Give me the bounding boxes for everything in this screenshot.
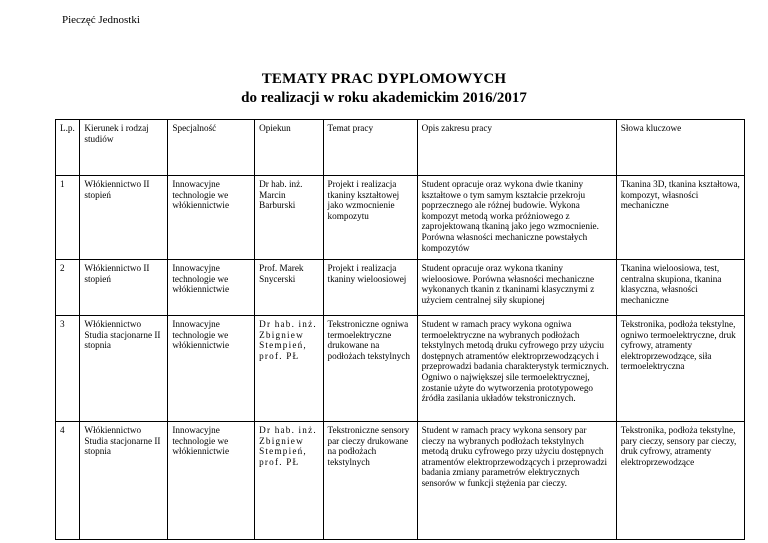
header-opiekun: Opiekun bbox=[255, 120, 323, 176]
cell-opis: Student opracuje oraz wykona tkaniny wieloosiowe. Porówna własności mechaniczne wykonanych tkanin z tkaninami klasycznymi z użyciem centralnej siły skupionej bbox=[417, 260, 616, 316]
table-row bbox=[56, 176, 745, 260]
cell-slowa: Tkanina wieloosiowa, test, centralna skupiona, tkanina klasyczna, własności mechaniczne bbox=[616, 260, 744, 316]
stamp-label: Pieczęć Jednostki bbox=[62, 14, 140, 26]
cell-lp: 1 bbox=[56, 176, 80, 260]
cell-opiekun: Dr hab. inż. Zbigniew Stempień, prof. PŁ bbox=[255, 422, 323, 540]
header-kierunek: Kierunek i rodzaj studiów bbox=[80, 120, 168, 176]
document-subtitle: do realizacji w roku akademickim 2016/2017 bbox=[241, 90, 527, 106]
cell-specjalnosc: Innowacyjne technologie we włókiennictwie bbox=[168, 316, 255, 422]
cell-lp: 2 bbox=[56, 260, 80, 316]
header-lp: L.p. bbox=[56, 120, 80, 176]
cell-opis: Student w ramach pracy wykona sensory par cieczy na wybranych podłożach tekstylnych metodą druku cyfrowego przy użyciu dostępnych atramentów elektroprzewodzących i przeprowadzi badania zmiany parametrów elektrycznych sensorów w funkcji stężenia par cieczy. bbox=[417, 422, 616, 540]
cell-kierunek: Włókiennictwo II stopień bbox=[80, 260, 168, 316]
cell-lp: 4 bbox=[56, 422, 80, 540]
header-slowa: Słowa kluczowe bbox=[616, 120, 744, 176]
cell-kierunek: Włókiennictwo Studia stacjonarne II stopnia bbox=[80, 316, 168, 422]
cell-lp: 3 bbox=[56, 316, 80, 422]
cell-opis: Student w ramach pracy wykona ogniwa termoelektryczne na wybranych podłożach tekstylnych metodą druku cyfrowego przy użyciu dostępnych atramentów elektroprzewodzących i przeprowadzi badania charakterystyk termicznych. Ogniwo o największej sile termoelektrycznej, zostanie użyte do wytworzenia prototypowego źródła zasilania układów tekstronicznych. bbox=[417, 316, 616, 422]
table-row bbox=[56, 422, 745, 540]
cell-slowa: Tekstronika, podłoża tekstylne, ogniwo termoelektryczne, druk cyfrowy, atramenty elektroprzewodzące, siła termoelektryczna bbox=[616, 316, 744, 422]
cell-specjalnosc: Innowacyjne technologie we włókiennictwie bbox=[168, 422, 255, 540]
cell-specjalnosc: Innowacyjne technologie we włókiennictwie bbox=[168, 260, 255, 316]
cell-slowa: Tkanina 3D, tkanina kształtowa, kompozyt, własności mechaniczne bbox=[616, 176, 744, 260]
cell-opiekun: Prof. Marek Snycerski bbox=[255, 260, 323, 316]
header-specjalnosc: Specjalność bbox=[168, 120, 255, 176]
document-title: TEMATY PRAC DYPLOMOWYCH bbox=[261, 71, 507, 87]
cell-temat: Tekstroniczne ogniwa termoelektryczne drukowane na podłożach tekstylnych bbox=[323, 316, 417, 422]
cell-opis: Student opracuje oraz wykona dwie tkaniny kształtowe o tym samym kształcie przekroju poprzecznego ale różnej budowie. Wykona kompozyt metodą worka próżniowego z zaprojektowaną tkaniną jako jego wzmocnienie. Porówna własności mechaniczne powstałych kompozytów bbox=[417, 176, 616, 260]
cell-opiekun: Dr hab. inż. Marcin Barburski bbox=[255, 176, 323, 260]
cell-slowa: Tekstronika, podłoża tekstylne, pary cieczy, sensory par cieczy, druk cyfrowy, atramenty elektroprzewodzące bbox=[616, 422, 744, 540]
cell-specjalnosc: Innowacyjne technologie we włókiennictwie bbox=[168, 176, 255, 260]
cell-temat: Projekt i realizacja tkaniny wieloosiowej bbox=[323, 260, 417, 316]
topics-table bbox=[55, 119, 745, 540]
table-header-row bbox=[56, 120, 745, 176]
table-row bbox=[56, 316, 745, 422]
cell-kierunek: Włókiennictwo Studia stacjonarne II stopnia bbox=[80, 422, 168, 540]
cell-temat: Tekstroniczne sensory par cieczy drukowane na podłożach tekstylnych bbox=[323, 422, 417, 540]
cell-opiekun: Dr hab. inż. Zbigniew Stempień, prof. PŁ bbox=[255, 316, 323, 422]
cell-kierunek: Włókiennictwo II stopień bbox=[80, 176, 168, 260]
table-row bbox=[56, 260, 745, 316]
cell-temat: Projekt i realizacja tkaniny kształtowej jako wzmocnienie kompozytu bbox=[323, 176, 417, 260]
header-temat: Temat pracy bbox=[323, 120, 417, 176]
header-opis: Opis zakresu pracy bbox=[417, 120, 616, 176]
